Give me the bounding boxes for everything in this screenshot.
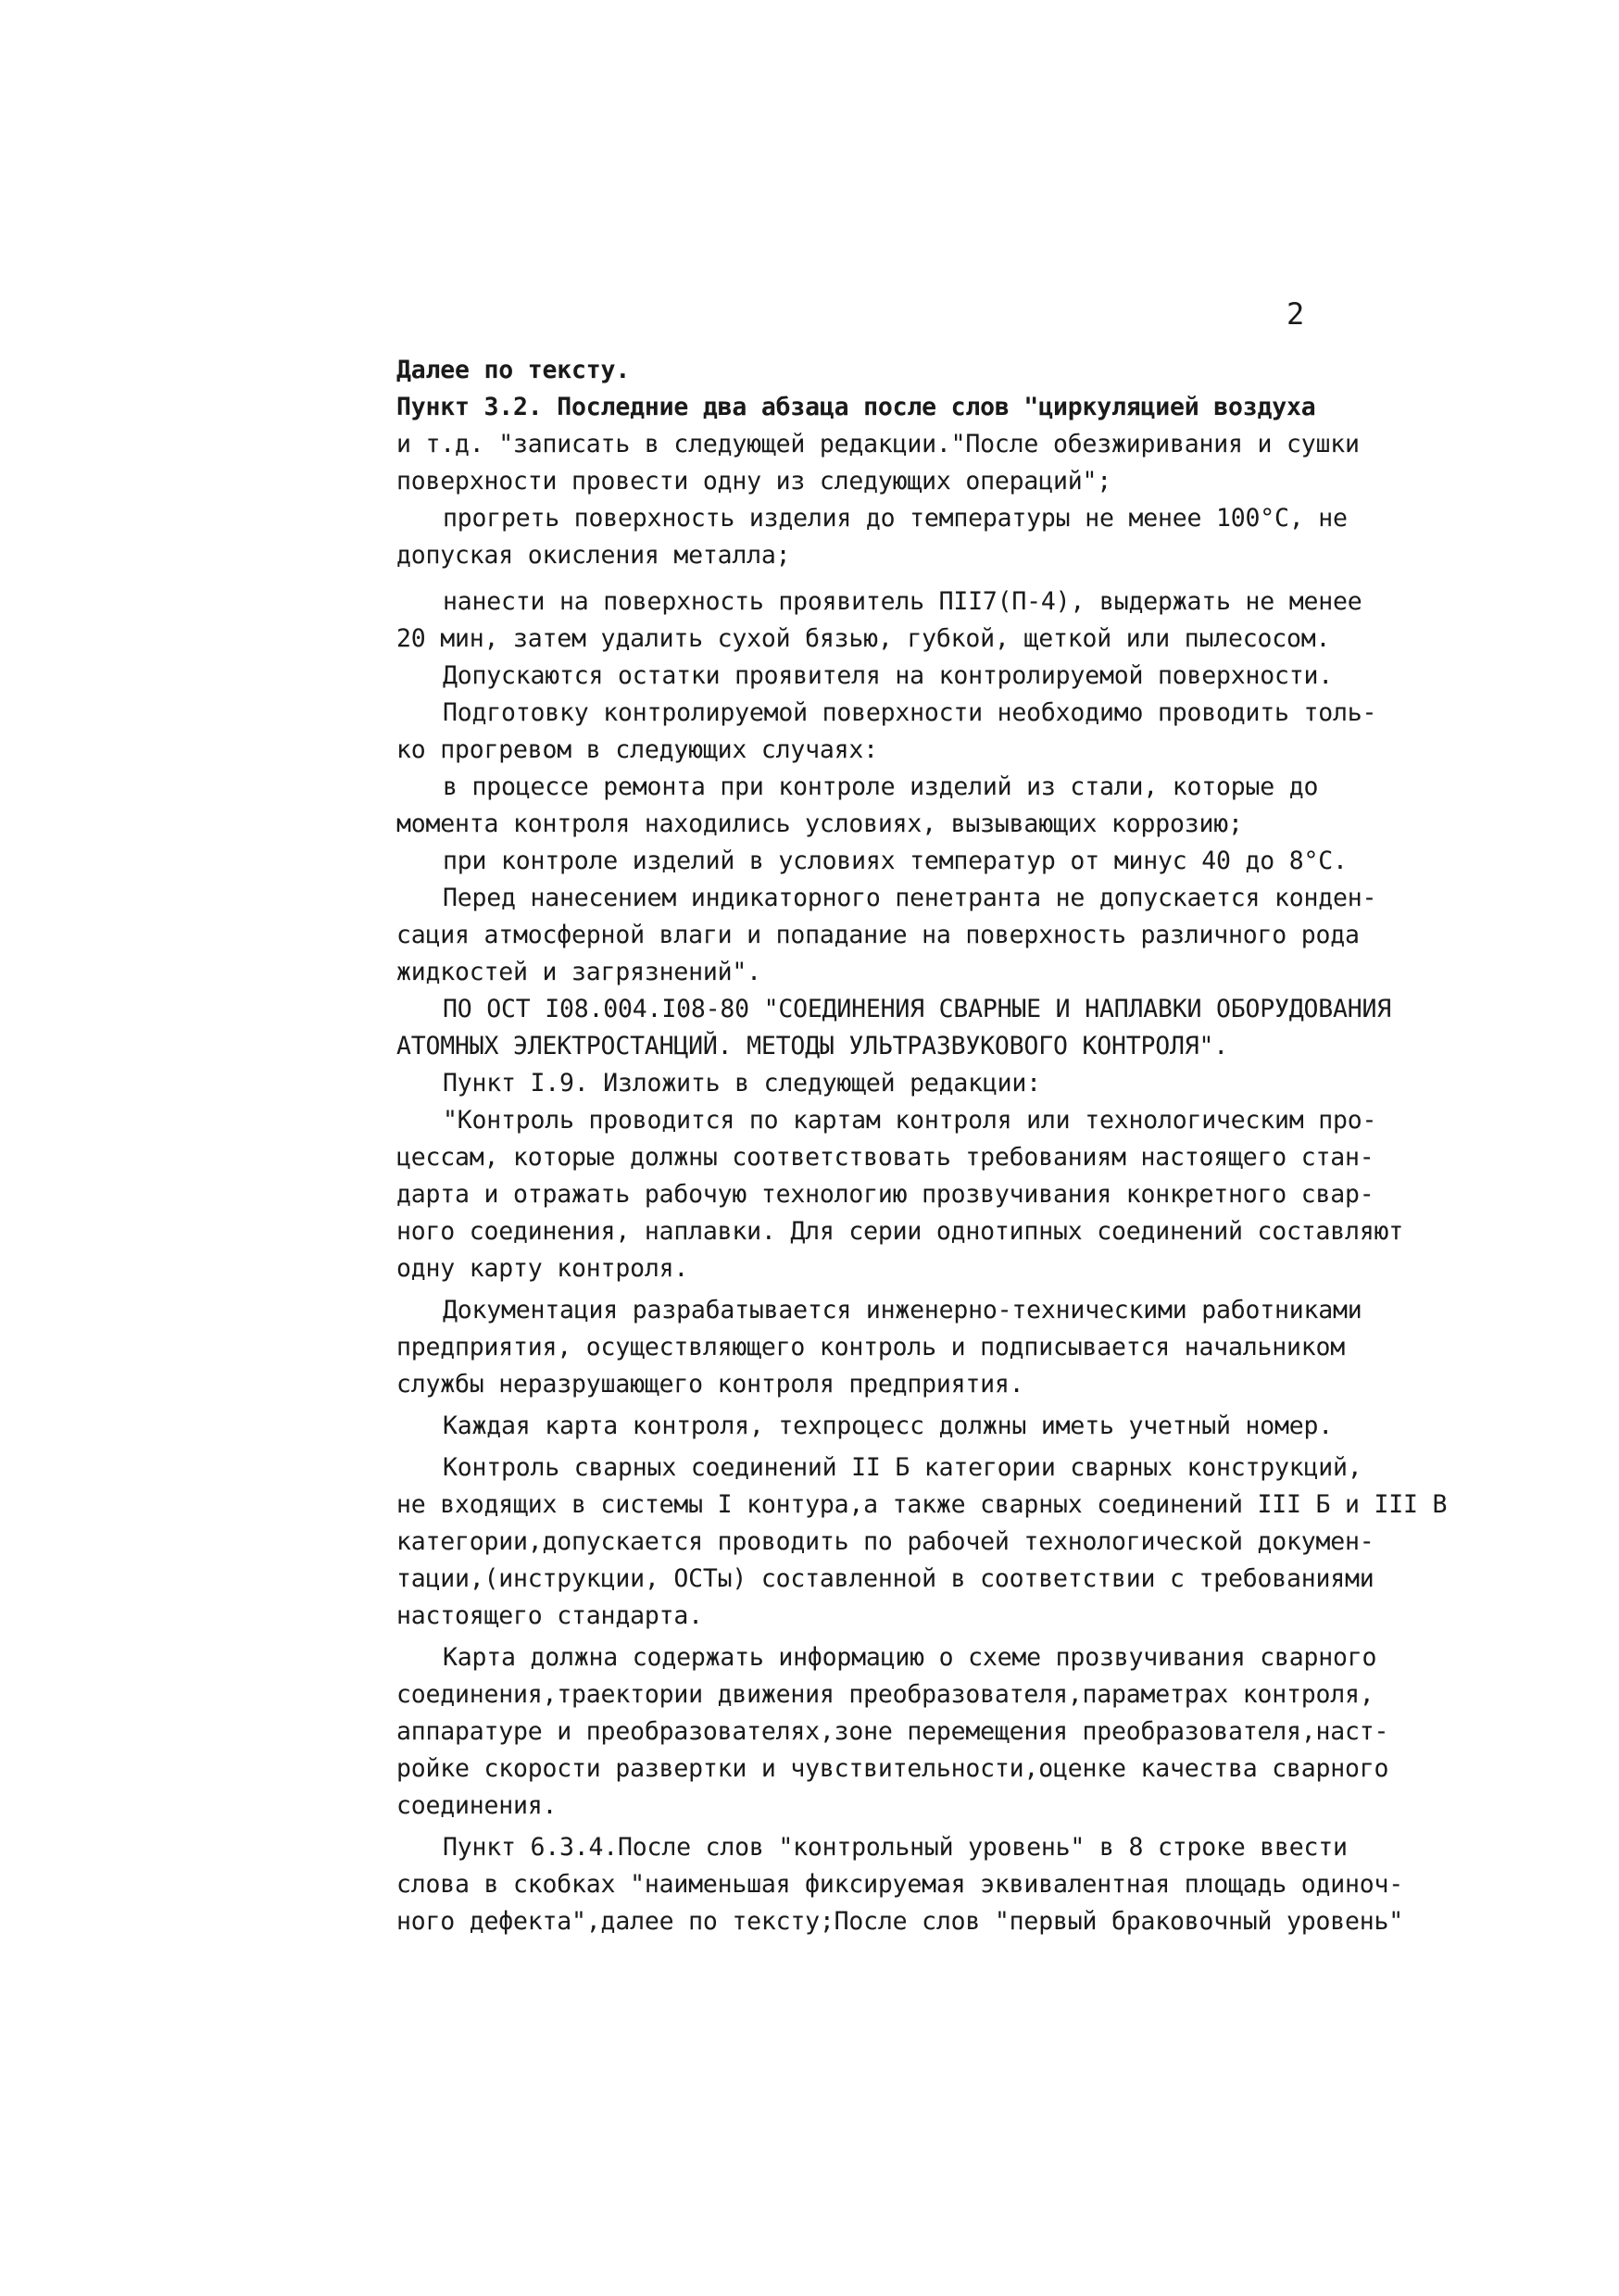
text-line: Каждая карта контроля, техпроцесс должны иметь учетный номер. <box>443 1411 1334 1440</box>
text-line: дарта и отражать рабочую технологию прозвучивания конкретного свар- <box>396 1180 1374 1209</box>
text-line: Подготовку контролируемой поверхности необходимо проводить толь- <box>443 698 1377 727</box>
text-line: соединения. <box>396 1791 558 1820</box>
text-line: аппаратуре и преобразователях,зоне перемещения преобразователя,наст- <box>396 1717 1389 1746</box>
text-line: ного дефекта",далее по тексту;После слов "первый браковочный уровень" <box>396 1907 1404 1936</box>
text-line: допуская окисления металла; <box>396 541 791 570</box>
text-line: АТОМНЫХ ЭЛЕКТРОСТАНЦИЙ. МЕТОДЫ УЛЬТРАЗВУКОВОГО КОНТРОЛЯ". <box>396 1032 1228 1060</box>
text-line: Пункт I.9. Изложить в следующей редакции: <box>443 1069 1041 1098</box>
text-line: категории,допускается проводить по рабочей технологической докумен- <box>396 1527 1374 1556</box>
text-line: ного соединения, наплавки. Для серии однотипных соединений составляют <box>396 1217 1404 1246</box>
text-line: предприятия, осуществляющего контроль и подписывается начальником <box>396 1333 1346 1361</box>
text-line: момента контроля находились условиях, вызывающих коррозию; <box>396 809 1243 838</box>
text-line: "Контроль проводится по картам контроля или технологическим про- <box>443 1106 1377 1135</box>
text-line: Документация разрабатывается инженерно-техническими работниками <box>443 1296 1362 1324</box>
text-line: Карта должна содержать информацию о схеме прозвучивания сварного <box>443 1643 1377 1672</box>
text-line: Далее по тексту. <box>396 356 631 384</box>
text-line: Пункт 6.3.4.После слов "контрольный уровень" в 8 строке ввести <box>443 1833 1348 1862</box>
text-line: в процессе ремонта при контроле изделий из стали, которые до <box>443 772 1319 801</box>
text-line: цессам, которые должны соответствовать требованиям настоящего стан- <box>396 1143 1374 1172</box>
text-line: Допускаются остатки проявителя на контролируемой поверхности. <box>443 661 1334 690</box>
text-line: Перед нанесением индикаторного пенетранта не допускается конден- <box>443 884 1377 912</box>
text-line: не входящих в системы I контура,а также сварных соединений III Б и III В <box>396 1490 1448 1519</box>
text-line: службы неразрушающего контроля предприятия. <box>396 1370 1024 1399</box>
text-line: при контроле изделий в условиях температур от минус 40 до 8°С. <box>443 847 1348 875</box>
text-line: Контроль сварных соединений II Б категории сварных конструкций, <box>443 1453 1362 1482</box>
text-line: тации,(инструкции, ОСТы) составленной в соответствии с требованиями <box>396 1564 1374 1593</box>
text-line: ройке скорости развертки и чувствительности,оценке качества сварного <box>396 1754 1389 1783</box>
text-line: одну карту контроля. <box>396 1254 689 1283</box>
text-line: ко прогревом в следующих случаях: <box>396 735 878 764</box>
text-line: прогреть поверхность изделия до температуры не менее 100°С, не <box>443 504 1348 533</box>
document-body <box>396 352 1448 1945</box>
text-line: ПО ОСТ I08.004.I08-80 "СОЕДИНЕНИЯ СВАРНЫЕ И НАПЛАВКИ ОБОРУДОВАНИЯ <box>443 995 1392 1023</box>
page-number: 2 <box>1286 296 1305 332</box>
text-line: слова в скобках "наименьшая фиксируемая эквивалентная площадь одиноч- <box>396 1870 1404 1899</box>
text-line: жидкостей и загрязнений". <box>396 958 761 986</box>
text-line: соединения,траектории движения преобразователя,параметрах контроля, <box>396 1680 1374 1709</box>
text-line: поверхности провести одну из следующих операций"; <box>396 467 1111 496</box>
text-line: Пункт 3.2. Последние два абзаца после слов "циркуляцией воздуха <box>396 393 1316 421</box>
text-line: настоящего стандарта. <box>396 1601 703 1630</box>
text-line: нанести на поверхность проявитель ПII7(П-4), выдержать не менее <box>443 587 1362 616</box>
text-line: и т.д. "записать в следующей редакции."После обезжиривания и сушки <box>396 430 1360 458</box>
text-line: 20 мин, затем удалить сухой бязью, губкой, щеткой или пылесосом. <box>396 624 1331 653</box>
text-line: сация атмосферной влаги и попадание на поверхность различного рода <box>396 921 1360 949</box>
